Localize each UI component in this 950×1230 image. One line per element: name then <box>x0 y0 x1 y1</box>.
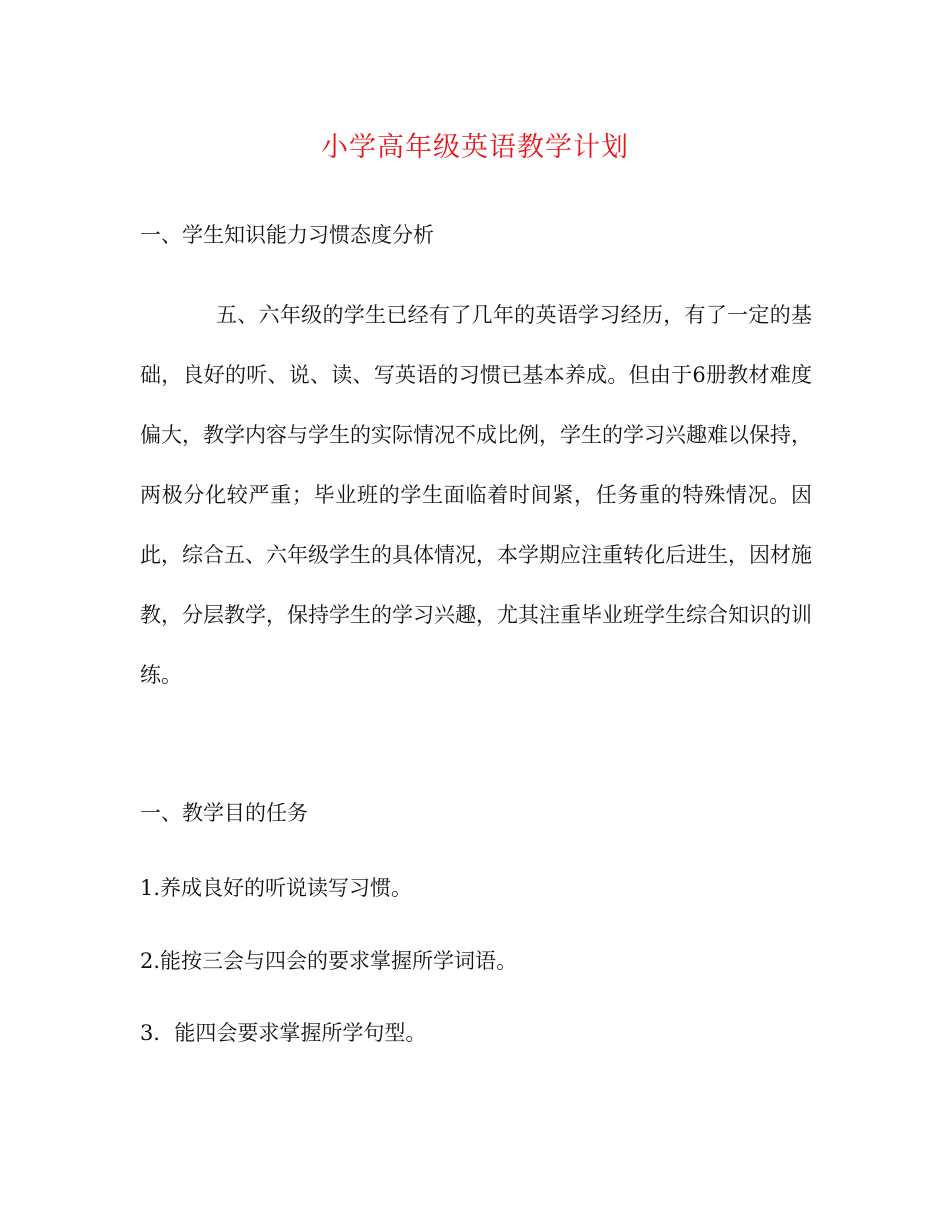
section-heading-goals: 一、教学目的任务 <box>140 801 308 825</box>
section-heading-analysis: 一、学生知识能力习惯态度分析 <box>140 223 434 247</box>
analysis-paragraph: 五、六年级的学生已经有了几年的英语学习经历，有了一定的基础，良好的听、说、读、写英语的习惯已基本养成。但由于6册教材难度偏大，教学内容与学生的实际情况不成比例，学生的学习兴趣难以保持，两极分化较严重；毕业班的学生面临着时间紧，任务重的特殊情况。因此，综合五、六年级学生的具体情况，本学期应注重转化后进生，因材施教，分层教学，保持学生的学习兴趣，尤其注重毕业班学生综合知识的训练。 <box>140 303 812 687</box>
goal-item-2: 2.能按三会与四会的要求掌握所学词语。 <box>140 949 518 973</box>
goal-item-1: 1.养成良好的听说读写习惯。 <box>140 876 413 900</box>
goal-item-3: 3．能四会要求掌握所学句型。 <box>140 1021 427 1045</box>
document-title: 小学高年级英语教学计划 <box>321 132 629 163</box>
